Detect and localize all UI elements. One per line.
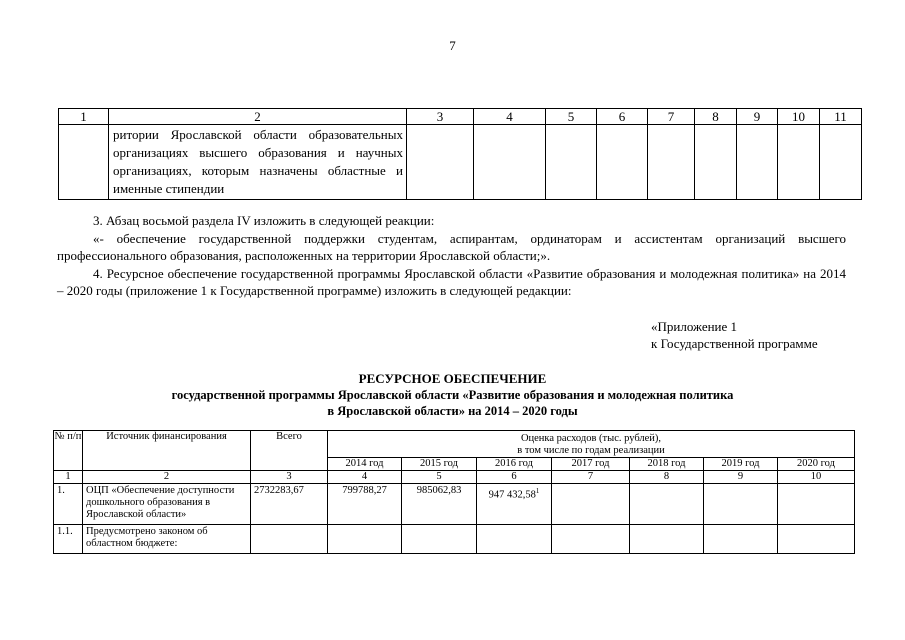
- table-header-row: [59, 109, 862, 125]
- header-total: Всего: [251, 431, 328, 471]
- year-header: 2017 год: [552, 458, 630, 471]
- row-number: 1.1.: [54, 525, 83, 554]
- column-number: 4: [474, 109, 546, 125]
- paragraph-4: 4. Ресурсное обеспечение государственной программы Ярославской области «Развитие образования и молодежная политика» на 2014 – 2020 годы (приложение 1 к Государственной программе) изложить в следующей редакции:: [57, 265, 846, 298]
- row-value-2018: [630, 484, 704, 525]
- footnote-mark: 1: [535, 487, 540, 495]
- continuation-table: [58, 108, 862, 200]
- table-cell: [820, 125, 862, 200]
- column-number: 8: [695, 109, 737, 125]
- column-number: 6: [477, 471, 552, 484]
- section-title: РЕСУРСНОЕ ОБЕСПЕЧЕНИЕ: [358, 371, 547, 386]
- value-text: 947 432,58: [488, 489, 536, 501]
- row-total: 2732283,67: [251, 484, 328, 525]
- table-cell: [474, 125, 546, 200]
- appendix-line: «Приложение 1: [651, 319, 738, 334]
- column-number: 3: [251, 471, 328, 484]
- column-number: 8: [630, 471, 704, 484]
- column-number: 2: [109, 109, 407, 125]
- column-number: 5: [402, 471, 477, 484]
- column-number: 9: [737, 109, 778, 125]
- column-number: 9: [704, 471, 778, 484]
- table-header-row: [54, 431, 855, 458]
- table-cell: [778, 125, 820, 200]
- table-cell: [546, 125, 597, 200]
- row-value-2016: [477, 525, 552, 554]
- table-cell: [737, 125, 778, 200]
- page-number: 7: [449, 38, 456, 53]
- row-value-2020: [778, 484, 855, 525]
- row-source: Предусмотрено законом об областном бюджете:: [83, 525, 251, 554]
- table-cell: [407, 125, 474, 200]
- column-number: 7: [552, 471, 630, 484]
- row-value-2017: [552, 525, 630, 554]
- column-number: 11: [820, 109, 862, 125]
- table-cell: [597, 125, 648, 200]
- row-value-2019: [704, 525, 778, 554]
- row-value-2014: [328, 525, 402, 554]
- table-cell: [648, 125, 695, 200]
- resource-table: [53, 430, 855, 554]
- header-estimate-line: Оценка расходов (тыс. рублей),: [520, 433, 662, 444]
- row-description: ритории Ярославской области образовательных организациях высшего образования и научных организациях, которым назначены областные и именные стипендии: [109, 125, 407, 200]
- column-number: 2: [83, 471, 251, 484]
- year-header: 2020 год: [778, 458, 855, 471]
- year-header: 2018 год: [630, 458, 704, 471]
- year-header: 2014 год: [328, 458, 402, 471]
- row-value-2017: [552, 484, 630, 525]
- row-value-2015: [402, 525, 477, 554]
- appendix-line: к Государственной программе: [651, 336, 818, 351]
- section-subtitle: [0, 387, 905, 419]
- subtitle-line: государственной программы Ярославской области «Развитие образования и молодежная политика: [171, 388, 734, 402]
- row-value-2020: [778, 525, 855, 554]
- column-number: 3: [407, 109, 474, 125]
- row-number: 1.: [54, 484, 83, 525]
- table-row: [54, 484, 855, 525]
- subtitle-line: в Ярославской области» на 2014 – 2020 годы: [327, 404, 578, 418]
- row-value-2018: [630, 525, 704, 554]
- table-row: [54, 525, 855, 554]
- table-row: [59, 125, 862, 200]
- row-value-2015: 985062,83: [402, 484, 477, 525]
- table-cell: [695, 125, 737, 200]
- column-number: 1: [54, 471, 83, 484]
- column-number: 4: [328, 471, 402, 484]
- column-number: 10: [778, 109, 820, 125]
- column-number: 7: [648, 109, 695, 125]
- header-num: № п/п: [54, 431, 83, 471]
- row-total: [251, 525, 328, 554]
- header-estimate: [328, 431, 855, 458]
- row-value-2014: 799788,27: [328, 484, 402, 525]
- header-source: Источник финансирования: [83, 431, 251, 471]
- header-estimate-line: в том числе по годам реализации: [517, 445, 665, 456]
- column-number: 6: [597, 109, 648, 125]
- column-number: 1: [59, 109, 109, 125]
- column-number: 5: [546, 109, 597, 125]
- body-text: [57, 212, 846, 300]
- year-header: 2019 год: [704, 458, 778, 471]
- table-cell: [59, 125, 109, 200]
- row-value-2016: [477, 484, 552, 525]
- column-number-row: [54, 471, 855, 484]
- paragraph-quote: «- обеспечение государственной поддержки студентам, аспирантам, ординаторам и ассистентам организаций высшего профессионального образования, расположенных на территории Ярославской области;».: [57, 230, 846, 263]
- appendix-label: [651, 318, 818, 352]
- column-number: 10: [778, 471, 855, 484]
- row-source: ОЦП «Обеспечение доступности дошкольного образования в Ярославской области»: [83, 484, 251, 525]
- year-header: 2016 год: [477, 458, 552, 471]
- paragraph-3: 3. Абзац восьмой раздела IV изложить в следующей реакции:: [93, 213, 435, 228]
- row-value-2019: [704, 484, 778, 525]
- year-header: 2015 год: [402, 458, 477, 471]
